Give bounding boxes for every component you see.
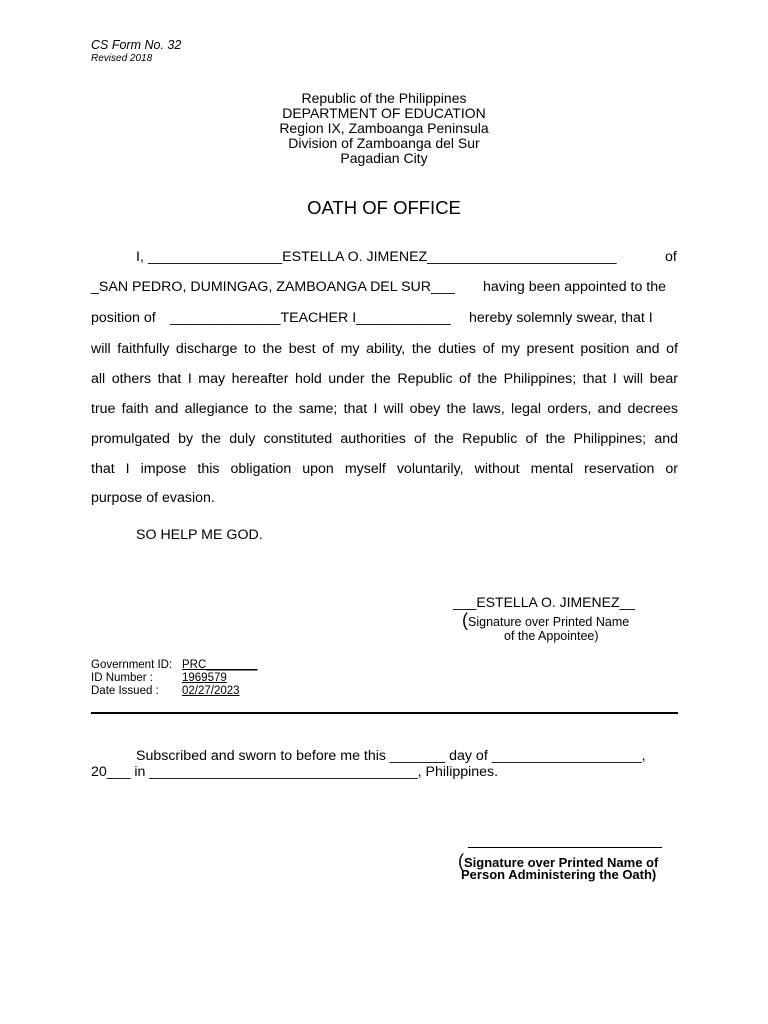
administrator-caption-line1: Signature over Printed Name of (464, 855, 659, 870)
id-number-label: ID Number : (91, 672, 153, 684)
oath-i: I, (136, 249, 144, 265)
date-issued-row (91, 685, 240, 697)
section-divider (91, 712, 678, 714)
government-id-label: Government ID: (91, 659, 173, 671)
date-issued-value: 02/27/2023 (182, 685, 240, 697)
appointee-address-field: _SAN PEDRO, DUMINGAG, ZAMBOANGA DEL SUR___ (91, 279, 455, 295)
agency-division: Division of Zamboanga del Sur (288, 135, 480, 151)
appointee-name-field: _________________ESTELLA O. JIMENEZ________________________ (148, 249, 617, 265)
administrator-signature-line (468, 847, 662, 848)
agency-city: Pagadian City (340, 150, 428, 166)
jurat-line-2: 20___ in __________________________________, Philippines. (91, 764, 499, 780)
form-number: CS Form No. 32 (91, 38, 182, 52)
oath-line-7: promulgated by the duly constituted authorities of the Republic of the Philippines; and (91, 431, 678, 447)
closing-text: SO HELP ME GOD. (136, 527, 263, 543)
oath-line-8: that I impose this obligation upon myself voluntarily, without mental reservation or (91, 461, 678, 477)
oath-line-4: will faithfully discharge to the best of my ability, the duties of my present position and of (91, 341, 678, 357)
oath-line-5: all others that I may hereafter hold under the Republic of the Philippines; that I will bear (91, 371, 678, 387)
government-id-row (91, 659, 257, 671)
agency-republic: Republic of the Philippines (301, 90, 467, 106)
position-field: ______________TEACHER I____________ (170, 310, 451, 326)
jurat-line-1: Subscribed and sworn to before me this _______ day of ___________________, (136, 748, 646, 764)
open-paren: ( (458, 851, 464, 871)
document-title: OATH OF OFFICE (307, 197, 461, 218)
id-number-row (91, 672, 227, 684)
oath-line-6: true faith and allegiance to the same; that I will obey the laws, legal orders, and decrees (91, 401, 678, 417)
oath-line-9: purpose of evasion. (91, 490, 215, 506)
agency-department: DEPARTMENT OF EDUCATION (282, 105, 486, 121)
form-revision: Revised 2018 (91, 53, 153, 64)
oath-of: of (665, 249, 677, 265)
appointee-signature-caption (462, 610, 630, 630)
id-number-value: 1969579 (182, 672, 227, 684)
government-id-value: PRC________ (182, 659, 258, 671)
appointee-signature-name: ___ESTELLA O. JIMENEZ__ (453, 594, 636, 610)
agency-region: Region IX, Zamboanga Peninsula (279, 120, 489, 136)
appointee-caption-line1: Signature over Printed Name (468, 615, 630, 629)
appointee-caption-line2: of the Appointee) (504, 629, 599, 643)
date-issued-label: Date Issued : (91, 685, 159, 697)
administrator-caption-line2: Person Administering the Oath) (461, 867, 657, 882)
oath-appointed-text: having been appointed to the (483, 279, 667, 295)
open-paren: ( (462, 610, 468, 630)
oath-position-of: position of (91, 310, 156, 326)
oath-swear-text: hereby solemnly swear, that I (469, 310, 653, 326)
